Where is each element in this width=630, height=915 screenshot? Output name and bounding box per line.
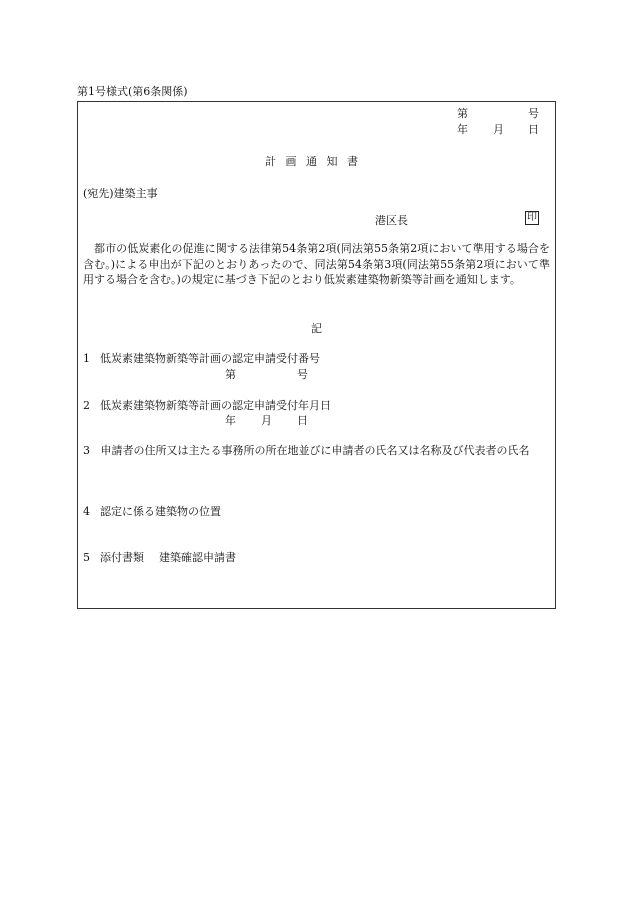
document-title: 計 画 通 知 書 xyxy=(265,155,361,168)
item-2-number: 2 xyxy=(83,399,90,412)
addressee: (宛先)建築主事 xyxy=(83,187,158,200)
item-1-text: 低炭素建築物新築等計画の認定申請受付番号 xyxy=(100,352,320,365)
item-3-text: 申請者の住所又は主たる事務所の所在地並びに申請者の氏名又は名称及び代表者の氏名 xyxy=(100,444,530,457)
date-day: 日 xyxy=(528,123,539,136)
item-3-number: 3 xyxy=(83,444,90,457)
item-2-sub-year: 年 xyxy=(225,414,236,427)
date-year: 年 xyxy=(457,123,468,136)
item-5-text: 添付書類 xyxy=(100,551,144,564)
form-label: 第1号様式(第6条関係) xyxy=(77,85,188,98)
item-3 xyxy=(83,443,550,459)
number-suffix: 号 xyxy=(528,107,539,120)
item-1-number: 1 xyxy=(83,352,90,365)
date-month: 月 xyxy=(493,123,504,136)
item-5-number: 5 xyxy=(83,551,90,564)
item-2-text: 低炭素建築物新築等計画の認定申請受付年月日 xyxy=(100,399,331,412)
ki-heading: 記 xyxy=(311,322,322,335)
number-prefix: 第 xyxy=(457,107,468,120)
item-1-sub-prefix: 第 xyxy=(225,368,236,381)
body-paragraph: 都市の低炭素化の促進に関する法律第54条第2項(同法第55条第2項において準用する場合を含む。)による申出が下記のとおりあったので、同法第54条第3項(同法第55条第2項において準用する場合を含む。)の規定に基づき下記のとおり低炭素建築物新築等計画を通知します。 xyxy=(83,242,550,286)
sender: 港区長 xyxy=(375,214,408,227)
item-2-sub-month: 月 xyxy=(261,414,272,427)
item-5-value: 建築確認申請書 xyxy=(159,551,236,564)
item-4-number: 4 xyxy=(83,505,90,518)
item-4-text: 認定に係る建築物の位置 xyxy=(100,505,221,518)
item-2-sub-day: 日 xyxy=(297,414,308,427)
seal-mark: 印 xyxy=(527,212,537,223)
item-1-sub-suffix: 号 xyxy=(297,368,308,381)
